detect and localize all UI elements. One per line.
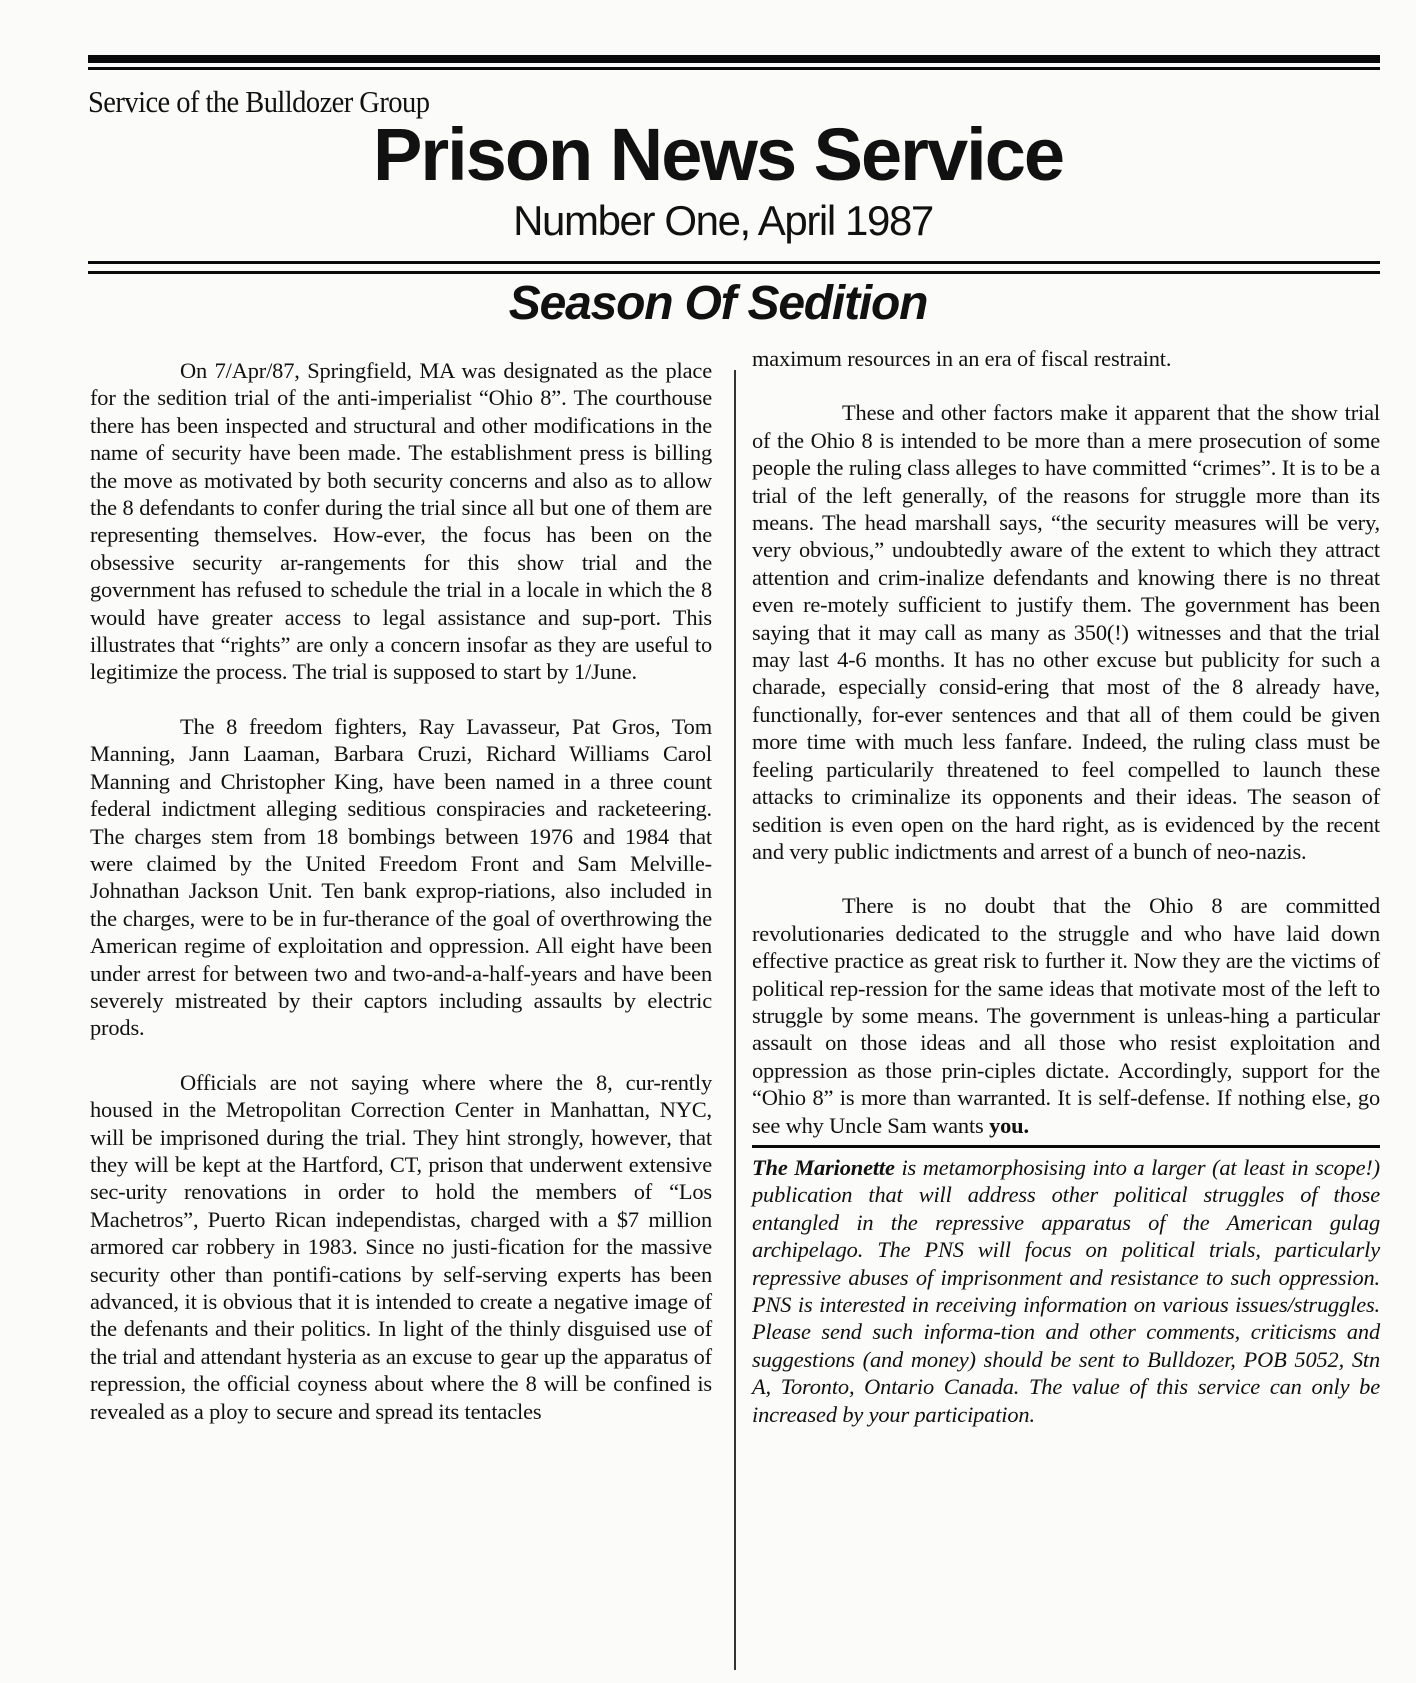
top-thick-rule bbox=[88, 55, 1380, 63]
publication-notice bbox=[752, 1154, 1380, 1428]
article-paragraph: These and other factors make it apparent that the show trial of the Ohio 8 is intended to be more than a mere prosecution of some people the ruling class alleges to have committed “crimes”. It is to be a trial of the left generally, of the reasons for struggle more than its means. The head marshall says, “the security measures will be very, very obvious,” undoubtedly aware of the extent to which they attract attention and crim-inalize defendants and knowing there is no threat even re-motely sufficient to justify them. The government has been saying that it may call as many as 350(!) witnesses and that the trial may last 4-6 months. It has no other excuse but publicity for such a charade, especially consid-ering that most of the 8 already have, functionally, for-ever sentences and that all of them could be given more time with much less fanfare. Indeed, the ruling class must be feeling particularily threatened to feel compelled to launch these attacks to criminalize its opponents and their ideas. The season of sedition is even open on the hard right, as is evidenced by the recent and very public indictments and arrest of a bunch of neo-nazis. bbox=[752, 400, 1380, 864]
closing-text: There is no doubt that the Ohio 8 are committed revolutionaries dedicated to the struggle and who have laid down effective practice as great risk to further it. Now they are the victims of political rep-ression for the same ideas that motivate most of the left to struggle by some means. The government is unleas-hing a particular assault on those ideas and all those who resist exploitation and oppression as those prin-ciples dictate. Accordingly, support for the “Ohio 8” is more than warranted. It is self-defense. If nothing else, go see why Uncle Sam wants bbox=[752, 893, 1380, 1138]
closing-bold-word: you. bbox=[989, 1112, 1029, 1138]
article-paragraph: Officials are not saying where where the 8, cur-rently housed in the Metropolitan Correction Center in Manhattan, NYC, will be imprisoned during the trial. They hint strongly, however, that they will be kept at the Hartford, CT, prison that underwent extensive sec-urity renovations in order to hold the members of “Los Machetros”, Puerto Rican independistas, charged with a $7 million armored car robbery in 1983. Since no justi-fication for the massive security other than pontifi-cations by self-serving experts has been advanced, it is obvious that it is intended to create a negative image of the defenants and their politics. In light of the thinly disguised use of the trial and attendant hysteria as an excuse to gear up the apparatus of repression, the official coyness about where the 8 will be confined is revealed as a ploy to secure and spread its tentacles bbox=[90, 1069, 712, 1424]
publication-name: The Marionette bbox=[752, 1154, 895, 1180]
article-headline: Season Of Sedition bbox=[508, 277, 928, 330]
masthead-rule-lower bbox=[88, 271, 1380, 274]
article-closing-paragraph bbox=[752, 892, 1380, 1139]
column-divider bbox=[734, 370, 736, 1670]
masthead-title: Prison News Service bbox=[372, 113, 1064, 196]
masthead-rule-upper bbox=[88, 261, 1380, 264]
article-left-column bbox=[90, 357, 712, 1425]
notice-text: is metamorphosising into a larger (at least in scope!) publication that will address other political struggles of those entangled in the repressive apparatus of the American gulag archipelago. The PNS will focus on political trials, particularly repressive abuses of imprisonment and resistance to such oppression. PNS is interested in receiving information on various issues/struggles. Please send such informa-tion and other comments, criticisms and suggestions (and money) should be sent to Bulldozer, POB 5052, Stn A, Toronto, Ontario Canada. The value of this service can only be increased by your participation. bbox=[752, 1154, 1380, 1427]
article-paragraph: On 7/Apr/87, Springfield, MA was designated as the place for the sedition trial of the anti-imperialist “Ohio 8”. The courthouse there has been inspected and structural and other modifications in the name of security have been made. The establishment press is billing the move as motivated by both security concerns and also as to allow the 8 defendants to confer during the trial since all but one of them are representing themselves. How-ever, the focus has been on the obsessive security ar-rangements for this show trial and the government has refused to schedule the trial in a locale in which the 8 would have greater access to legal assistance and sup-port. This illustrates that “rights” are only a concern insofar as they are useful to legitimize the process. The trial is supposed to start by 1/June. bbox=[90, 358, 712, 685]
article-continuation: maximum resources in an era of fiscal restraint. bbox=[752, 346, 1172, 371]
publisher-kicker: Service of the Bulldozer Group bbox=[88, 84, 430, 119]
issue-line: Number One, April 1987 bbox=[513, 197, 933, 244]
notice-rule bbox=[752, 1145, 1380, 1148]
article-paragraph: The 8 freedom fighters, Ray Lavasseur, Pat Gros, Tom Manning, Jann Laaman, Barbara Cruzi, Richard Williams Carol Manning and Christopher King, have been named in a three count federal indictment alleging seditious conspiracies and racketeering. The charges stem from 18 bombings between 1976 and 1984 that were claimed by the United Freedom Front and Sam Melville-Johnathan Jackson Unit. Ten bank exprop-riations, also included in the charges, were to be in fur-therance of the goal of overthrowing the American regime of exploitation and oppression. All eight have been under arrest for between two and two-and-a-half-years and have been severely mistreated by their captors including assaults by electric prods. bbox=[90, 713, 712, 1041]
top-thin-rule bbox=[88, 67, 1380, 70]
article-right-column bbox=[752, 345, 1380, 1428]
